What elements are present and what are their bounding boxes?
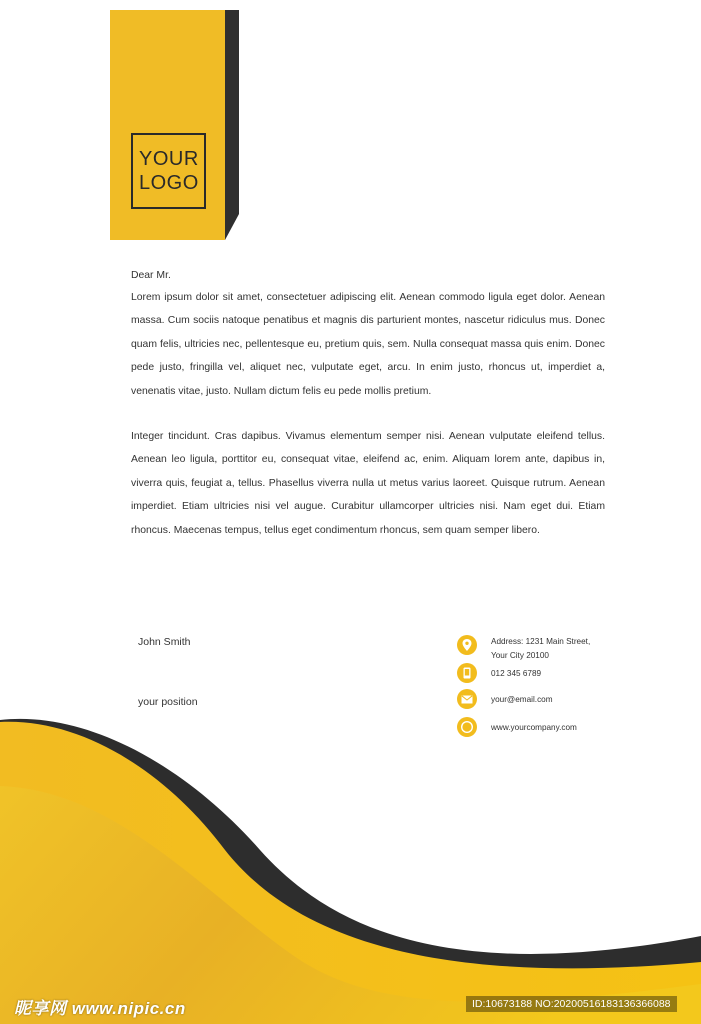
contact-phone <box>457 663 541 683</box>
salutation: Dear Mr. <box>131 270 171 281</box>
paragraph-2: Integer tincidunt. Cras dapibus. Vivamus elementum semper nisi. Aenean vulputate eleifend tellus. Aenean leo ligula, porttitor eu, consequat vitae, eleifend ac, enim. Aliquam lorem ante, dapibus in, viverra quis, feugiat a, tellus. Phasellus viverra nulla ut metus varius laoreet. Quisque rutrum. Aenean imperdiet. Etiam ultricies nisi vel augue. Curabitur ullamcorper ultricies nisi. Nam eget dui. Etiam rhoncus. Maecenas tempus, tellus eget condimentum rhoncus, sem quam semper libero. <box>131 431 605 536</box>
letter-body <box>131 266 605 542</box>
signer-position: your position <box>138 696 198 708</box>
signer-name: John Smith <box>138 636 191 648</box>
location-pin-icon <box>457 635 477 655</box>
watermark-id: ID:10673188 NO:20200516183136366088 <box>466 996 677 1012</box>
phone-icon <box>457 663 477 683</box>
phone-number: 012 345 6789 <box>491 669 542 678</box>
watermark-site: 昵享网 www.nipic.cn <box>14 999 186 1018</box>
logo-placeholder <box>131 133 206 209</box>
decorative-wave <box>0 700 701 1024</box>
logo-banner-shadow <box>0 0 701 260</box>
paragraph-1: Lorem ipsum dolor sit amet, consectetuer adipiscing elit. Aenean commodo ligula eget dolor. Aenean massa. Cum sociis natoque penatibus et magnis dis parturient montes, nascetur ridiculus mus. Donec quam felis, ultricies nec, pellentesque eu, pretium quis, sem. Nulla consequat massa quis enim. Donec pede justo, fringilla vel, aliquet nec, vulputate eget, arcu. In enim justo, rhoncus ut, imperdiet a, venenatis vitae, justo. Nullam dictum felis eu pede mollis pretium. <box>131 292 605 397</box>
logo-text-line1: YOUR <box>139 148 199 170</box>
website-url[interactable]: www.yourcompany.com <box>491 723 577 732</box>
email-address[interactable]: your@email.com <box>491 695 553 704</box>
address-line-2: Your City 20100 <box>491 651 549 660</box>
logo-text-line2: LOGO <box>139 172 199 194</box>
contact-address <box>457 635 590 663</box>
address-line-1: Address: 1231 Main Street, <box>491 637 591 646</box>
